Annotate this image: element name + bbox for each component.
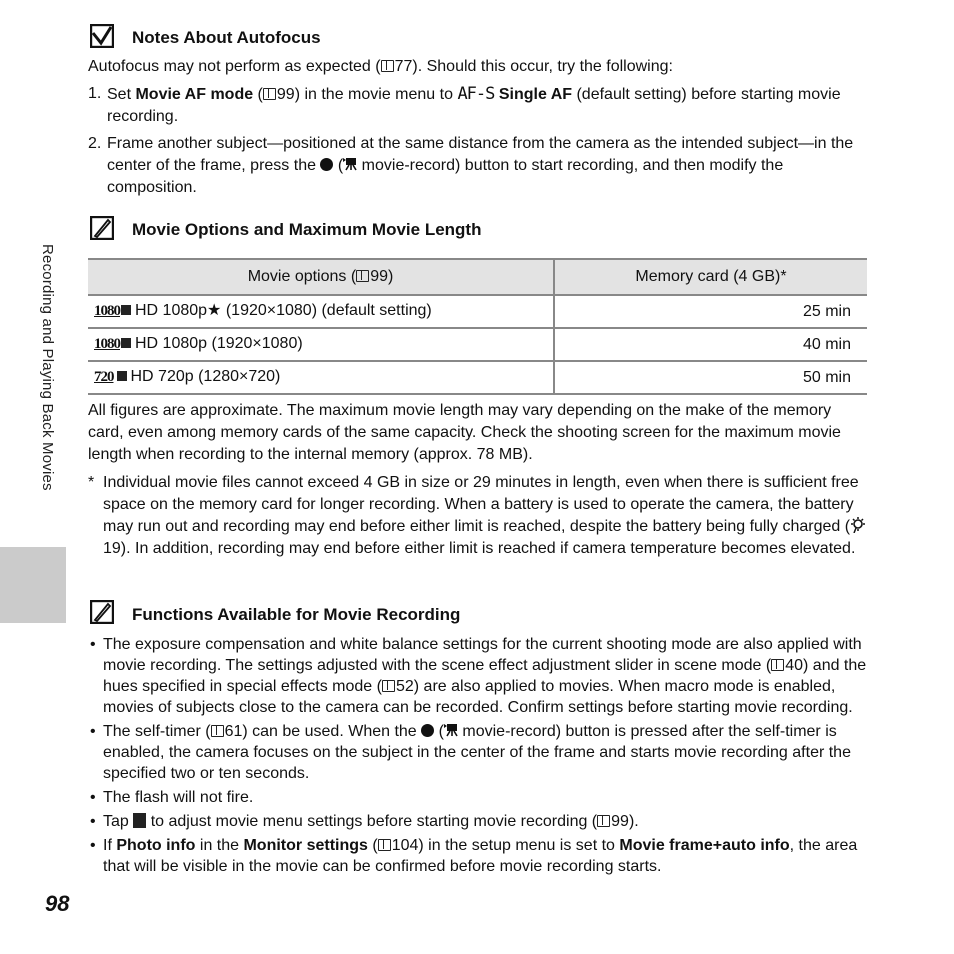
note-pencil-icon (90, 600, 114, 624)
table-row (88, 361, 867, 394)
book-ref-icon (378, 839, 391, 851)
footnote: * Individual movie files cannot exceed 4 GB in size or 29 minutes in length, even when there is sufficient free space on the memory card for longer recording. When a battery is used to operate the camera, the battery may run out and recording may end before either limit is reached, despite the battery being fully charged (19). In addition, recording may end before either limit is reached if camera temperature becomes elevated. (88, 472, 868, 560)
menu-icon (133, 813, 146, 828)
af-s-symbol-icon: AF-S (457, 84, 495, 104)
table-cell-option: 1080 HD 1080p (1920×1080) (88, 328, 554, 361)
book-ref-icon (382, 680, 395, 692)
note-pencil-icon (90, 216, 114, 240)
list-item: • The flash will not fire. (90, 789, 254, 806)
table-header-row (88, 259, 867, 295)
functions-list (88, 634, 868, 878)
tips-sun-icon (850, 517, 866, 533)
movie-options-table (88, 258, 867, 395)
list-item: • The exposure compensation and white balance settings for the current shooting mode are also applied with movie recording. The settings adjusted with the scene effect adjustment slider in scene mode ( 40) and the hues specified in special effects mode ( 52) are also applied to movies. When macro mode is enabled, movies of subjects close to the camera can be recorded. Confirm settings before starting movie recording. (90, 636, 867, 716)
movie-options-heading: Movie Options and Maximum Movie Length (132, 220, 482, 239)
autofocus-intro: Autofocus may not perform as expected ( 77). Should this occur, try the following: (88, 58, 673, 75)
table-cell-length: 50 min (554, 361, 867, 394)
book-ref-icon (211, 725, 224, 737)
approx-note: All figures are approximate. The maximum movie length may vary depending on the make of the memory card, even among memory cards of the same capacity. Check the shooting screen for the maximum movie length when recording to the internal memory (approx. 78 MB). (88, 402, 841, 463)
col-header-movie-options: Movie options ( 99) (88, 259, 554, 295)
table-cell-length: 25 min (554, 295, 867, 328)
list-item: • If Photo info in the Monitor settings ( 104) in the setup menu is set to Movie frame+auto info, the area that will be visible in the movie can be confirmed before movie recording starts. (90, 837, 858, 875)
autofocus-steps (88, 83, 868, 199)
table-cell-length: 40 min (554, 328, 867, 361)
functions-heading: Functions Available for Movie Recording (132, 605, 461, 624)
movie-mode-720-icon: 720 (94, 366, 127, 388)
movie-record-button-icon (320, 158, 333, 171)
book-ref-icon (356, 270, 369, 282)
list-item: 2. Frame another subject—positioned at the same distance from the camera as the intended subject—in the center of the frame, press the ( movie-record) button to start recording, and then modify the composition. (88, 135, 854, 196)
book-ref-icon (263, 88, 276, 100)
table-cell-option: 1080 HD 1080p★ (1920×1080) (default setting) (88, 295, 554, 328)
chapter-tab (0, 547, 66, 623)
table-cell-option: 720 HD 720p (1280×720) (88, 361, 554, 394)
movie-camera-icon (444, 723, 458, 737)
table-row (88, 328, 867, 361)
chapter-title-vertical (40, 244, 60, 536)
list-item: • Tap to adjust movie menu settings before starting movie recording ( 99). (90, 813, 639, 830)
notes-autofocus-heading: Notes About Autofocus (132, 28, 321, 47)
book-ref-icon (381, 60, 394, 72)
chapter-title: Recording and Playing Back Movies (39, 244, 56, 491)
book-ref-icon (597, 815, 610, 827)
movie-camera-icon (343, 157, 357, 171)
movie-record-button-icon (421, 724, 434, 737)
page-number: 98 (45, 891, 70, 916)
table-row (88, 295, 867, 328)
list-item: 1. Set Movie AF mode ( 99) in the movie menu to AF-S Single AF (default setting) before starting movie recording. (88, 84, 841, 125)
movie-mode-1080-icon: 1080 (94, 300, 131, 322)
book-ref-icon (771, 659, 784, 671)
movie-mode-1080-icon: 1080 (94, 333, 131, 355)
col-header-memory-card: Memory card (4 GB)* (554, 259, 867, 295)
list-item: • The self-timer ( 61) can be used. When the ( movie-record) button is pressed after the self-timer is enabled, the camera focuses on the subject in the center of the frame and starts movie recording after the specified two or ten seconds. (90, 723, 851, 782)
caution-checkmark-icon (90, 24, 114, 48)
